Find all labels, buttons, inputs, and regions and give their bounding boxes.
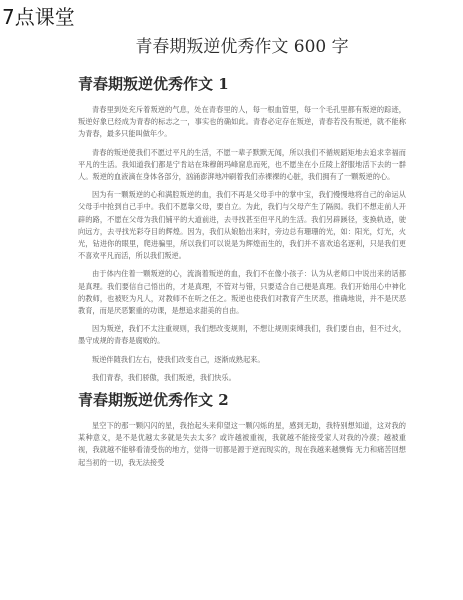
site-watermark: 7点课堂: [2, 5, 75, 29]
paragraph: 青春里到处充斥着叛逆的气息，处在青春里的人，每一根血管里，每一个毛孔里都有叛逆的踪迹，叛逆好象已经成为青春的标志之一，事实也的确如此。青春必定存在叛逆，青春若没有叛逆，就不能称为青春，最多只能叫做年少。: [78, 105, 406, 139]
paragraph: 我们青春，我们骄傲，我们叛逆，我们快乐。: [92, 372, 236, 382]
essay-section-2: [78, 390, 406, 469]
document-title: 青春期叛逆优秀作文 600 字: [135, 37, 349, 57]
essay-section-1: [78, 74, 406, 384]
section-heading: 青春期叛逆优秀作文 1: [78, 75, 229, 93]
paragraph: 青春的叛逆使我们不愿过平凡的生活，不愿一辈子默默无闻，所以我们不循规蹈矩地去追求幸福而平凡的生活。我知道我们都是宁肯站在珠穆朗玛峰窟息而死，也不愿坐在小丘陵上舒服地活下去的一群人。叛逆的血液滴在身体各部分，汹涌澎湃地冲刷着我们赤裸裸的心脏，我们拥有了一颗叛逆的心。: [78, 147, 406, 182]
paragraph: 由于体内住着一颗叛逆的心，流淌着叛逆的血，我们不在像小孩子：认为从老师口中说出来的话都是真理。我们要信自己悟出的，才是真理，不管对与错，只要适合自己便是真理。我们开始用心中神化的教师，也被贬为凡人，对教师不在听之任之。叛逆也使我们对教育产生厌恶，推确地说，并不是厌恶教育，而是厌恶繁重的功课，是想追求甜美的自由。: [78, 269, 406, 316]
paragraph: 因为有一颗叛逆的心和满腔叛逆的血，我们不再是父母手中的掌中宝，我们慢慢地将自己的命运从父母手中抢到自己手中。我们不愿靠父母，要自立。为此，我们与父母产生了隔阂。我们不想走前人开辟的路，不愿在父母为我们铺平的大道前进，去寻找甚至但平凡的生活。我们另辟蹊径，变换轨迹，驶向远方，去寻找光彩夺目的辉煌。因为，我们从娘胎出来时，旁边总有珊珊的光，如：阳光，灯光，火光，钻进你的眼里，爬进骗里，所以我们可以说是为辉煌而生的，我们并不喜欢追名逐利，只是我们更不喜欢平凡而活，所以我们叛逆。: [78, 190, 406, 261]
document-page: [78, 36, 406, 596]
section-heading: 青春期叛逆优秀作文 2: [78, 391, 229, 410]
paragraph: 叛逆伴随我们左右，使我们改变自己，逐渐成熟起来。: [92, 354, 265, 364]
paragraph: 因为叛逆，我们不太注重规则，我们想改变规则，不想让规则束缚我们，我们要自由，但不过火，墨守成规的青春是腐败的。: [78, 324, 406, 346]
paragraph: 星空下的那一颗闪闪的星，我抬起头来仰望这一颗闪烁的星，感到无助，我特别想知道，这对我的某种意义，是不是优越太多就是失去太多？或许越被重视，我就越不能接受家人对我的冷漠；越被重视，我就越不能够看清受伤的地方，觉得一切都是源于逆而现实的，现在我越来越懊悔 无力和痛苦回想起当初的一切，我无法接受: [78, 421, 406, 467]
